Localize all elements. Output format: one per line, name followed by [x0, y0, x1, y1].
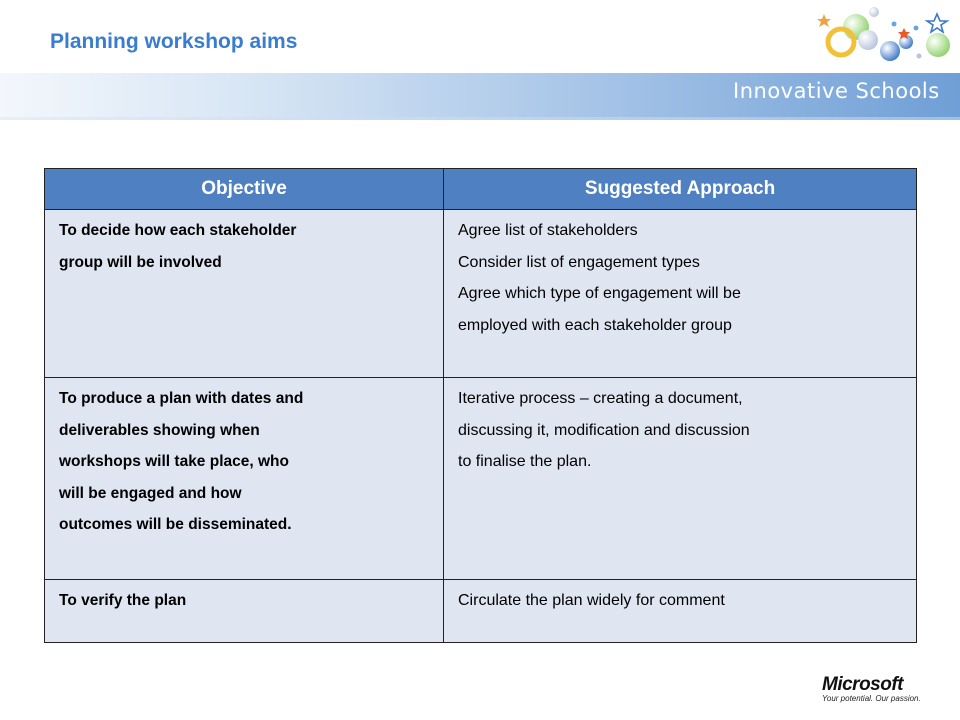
objective-text: deliverables showing when [59, 421, 260, 439]
bubbles-logo-icon [808, 4, 958, 74]
objective-cell [45, 378, 444, 580]
objective-text: To produce a plan with dates and [59, 390, 304, 407]
objective-text: workshops will take place, who [59, 453, 289, 470]
company-tagline: Your potential. Our passion. [822, 694, 921, 703]
microsoft-logo [822, 674, 921, 703]
approach-text: Consider list of engagement types [458, 253, 700, 271]
objective-text: will be engaged and how [59, 484, 242, 502]
approach-cell [444, 378, 917, 580]
table-row [45, 378, 917, 580]
banner-divider [0, 117, 960, 120]
company-name: Microsoft [822, 674, 903, 695]
aims-table [44, 168, 917, 642]
approach-text: Agree list of stakeholders [458, 222, 638, 239]
header-suggested-approach: Suggested Approach [444, 169, 917, 210]
objective-text: To decide how each stakeholder [59, 222, 297, 239]
table-row [45, 210, 917, 378]
header-objective: Objective [45, 169, 444, 210]
approach-text: to finalise the plan. [458, 453, 592, 470]
approach-text: Agree which type of engagement will be [458, 285, 741, 302]
table-row [45, 580, 917, 643]
objective-cell [45, 210, 444, 378]
slide-title: Planning workshop aims [50, 30, 298, 53]
objective-text: group will be involved [59, 253, 222, 271]
brand-label: Innovative Schools [733, 79, 940, 103]
approach-text: employed with each stakeholder group [458, 316, 732, 334]
approach-text: Circulate the plan widely for comment [458, 592, 725, 609]
approach-text: discussing it, modification and discussion [458, 421, 750, 439]
approach-cell [444, 210, 917, 378]
approach-cell [444, 580, 917, 643]
objective-cell [45, 580, 444, 643]
objective-text: outcomes will be disseminated. [59, 516, 292, 533]
objective-text: To verify the plan [59, 592, 187, 609]
approach-text: Iterative process – creating a document, [458, 390, 743, 407]
